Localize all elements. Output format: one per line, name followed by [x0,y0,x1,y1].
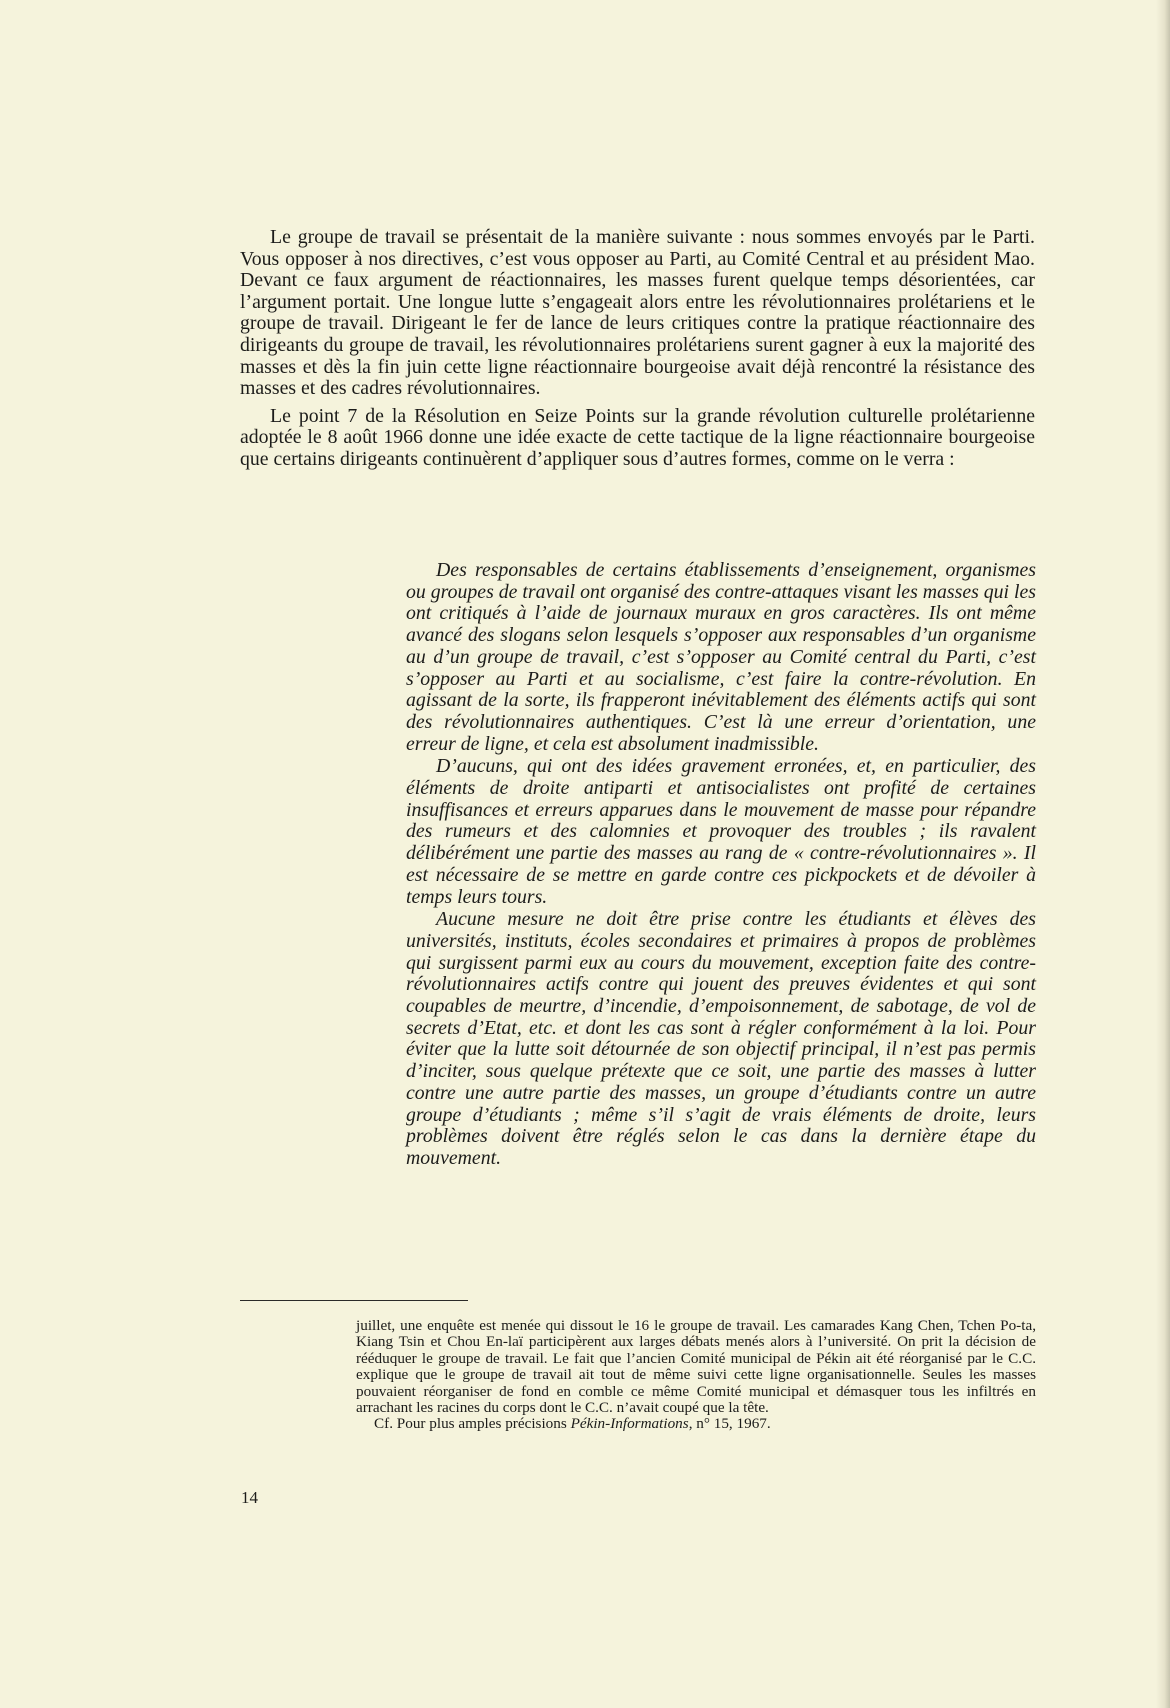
footnote-text: juillet, une enquête est menée qui dissout le 16 le groupe de travail. Les camarades Kang Chen, Tchen Po-ta, Kiang Tsin et Chou En-laï participèrent aux larges débats menés alors à l’université. On prit la décision de rééduquer le groupe de travail. Le fait que l’ancien Comité municipal de Pékin ait été réorganisé par le C.C. explique que le groupe de travail ait tout de même suivi cette ligne organisationnelle. Seules les masses pouvaient réorganiser de fond en comble ce même Comité municipal et démasquer tous les infiltrés en arrachant les racines du corps dont le C.C. n’avait coupé que la tête. [356,1317,1036,1417]
page-edge-shadow [1156,0,1170,1708]
footnote [356,1318,1036,1433]
citation-suffix: , n° 15, 1967. [688,1415,771,1433]
body-text [240,227,1035,477]
citation-title: Pékin-Informations [570,1415,689,1433]
quote-paragraph-2: D’aucuns, qui ont des idées gravement erronées, et, en particulier, des éléments de droite antiparti et antisocialistes ont profité de certaines insuffisances et erreurs apparues dans le mouvement de masse pour répandre des rumeurs et des calomnies et provoquer des troubles ; ils ravalent délibérément une partie des masses au rang de « contre-révolutionnaires ». Il est nécessaire de se mettre en garde contre ces pickpockets et de dévoiler à temps leurs tours. [406,755,1036,908]
quote-paragraph-3: Aucune mesure ne doit être prise contre les étudiants et élèves des universités, instituts, écoles secondaires et primaires à propos de problèmes qui surgissent parmi eux au cours du mouvement, exception faite des contre-révolutionnaires actifs contre qui jouent des preuves évidentes et qui sont coupables de meurtre, d’incendie, d’empoisonnement, de sabotage, de vol de secrets d’Etat, etc. et dont les cas sont à régler conformément à la loi. Pour éviter que la lutte soit détournée de son objectif principal, il n’est pas permis d’inciter, sous quelque prétexte que ce soit, une partie des masses à lutter contre une autre partie des masses, un groupe d’étudiants contre un autre groupe d’étudiants ; même s’il s’agit de vrais éléments de droite, leurs problèmes doivent être réglés selon le cas dans la dernière étape du mouvement. [406,908,1036,1169]
footnote-citation [356,1416,1036,1432]
footnote-separator [240,1300,468,1301]
quote-paragraph-1: Des responsables de certains établissements d’enseignement, organismes ou groupes de travail ont organisé des contre-attaques visant les masses qui les ont critiqués à l’aide de journaux muraux en gros caractères. Ils ont même avancé des slogans selon lesquels s’opposer aux responsables d’un organisme au d’un groupe de travail, c’est s’opposer au Comité central du Parti, c’est s’opposer au Parti et au socialisme, c’est faire la contre-révolution. En agissant de la sorte, ils frapperont inévitablement des éléments actifs qui sont des révolutionnaires authentiques. C’est là une erreur d’orientation, une erreur de ligne, et cela est absolument inadmissible. [406,559,1036,755]
body-paragraph-1: Le groupe de travail se présentait de la manière suivante : nous sommes envoyés par le Parti. Vous opposer à nos directives, c’est vous opposer au Parti, au Comité Central et au président Mao. Devant ce faux argument de réactionnaires, les masses furent quelque temps désorientées, car l’argument portait. Une longue lutte s’engageait alors entre les révolutionnaires prolétariens et le groupe de travail. Dirigeant le fer de lance de leurs critiques contre la pratique réactionnaire des dirigeants du groupe de travail, les révolutionnaires prolétariens surent gagner à eux la majorité des masses et dès la fin juin cette ligne réactionnaire bourgeoise avait déjà rencontré la résistance des masses et des cadres révolutionnaires. [240,226,1035,400]
block-quote [406,560,1036,1171]
body-paragraph-2: Le point 7 de la Résolution en Seize Points sur la grande révolution culturelle prolétarienne adoptée le 8 août 1966 donne une idée exacte de cette tactique de la ligne réactionnaire bourgeoise que certains dirigeants continuèrent d’appliquer sous d’autres formes, comme on le verra : [240,404,1035,470]
page-number: 14 [241,1488,258,1507]
citation-prefix: Cf. Pour plus amples précisions [374,1415,571,1433]
